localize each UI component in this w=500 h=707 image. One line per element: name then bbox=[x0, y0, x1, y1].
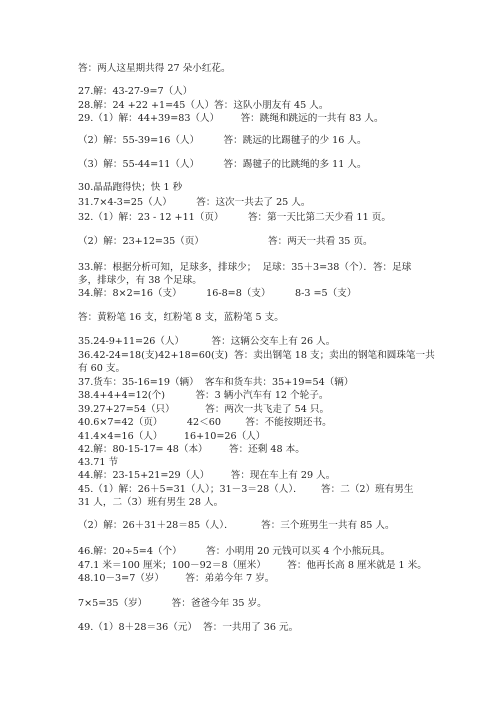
answer-line: 31.7×4-3=25（人） 答：这次一共去了 25 人。 bbox=[78, 197, 311, 208]
answer-line: 27.解：43-27-9=7（人） bbox=[78, 86, 193, 97]
answer-line: 36.42-24=18(支)42+18=60(支) 答：卖出钢笔 18 支；卖出的钢笔和圆珠笔一共 bbox=[78, 350, 435, 361]
answer-line: 40.6×7=42（页） 42＜60 答：不能按期还书。 bbox=[78, 417, 332, 428]
answer-line: 32.（1）解：23 - 12 +11（页） 答：第一天比第二天少看 11 页。 bbox=[78, 212, 391, 223]
answer-line: 39.27+27=54（只） 答：两次一共飞走了 54 只。 bbox=[78, 404, 330, 415]
answer-line: 多，排球少，有 38 个足球。 bbox=[78, 275, 202, 286]
answer-line: 答：两人这星期共得 27 朵小红花。 bbox=[78, 63, 231, 74]
answer-line: 29.（1）解：44+39=83（人） 答：跳绳和跳远的一共有 83 人。 bbox=[78, 113, 384, 124]
answer-line: 47.1 米＝100 厘米；100－92＝8（厘米） 答：他再长高 8 厘米就是 1 米。 bbox=[78, 560, 427, 571]
answer-line: 28.解：24 +22 +1=45（人）答：这队小朋友有 45 人。 bbox=[78, 100, 329, 111]
answer-line: 35.24-9+11=26（人） 答：这辆公交车上有 26 人。 bbox=[78, 336, 336, 347]
answer-line: 42.解：80-15-17= 48（本） 答：还剩 48 本。 bbox=[78, 444, 305, 455]
answer-line: 41.4×4=16（人） 16+10=26（人） bbox=[78, 431, 266, 442]
answer-line: 34.解：8×2=16（支） 16-8=8（支） 8-3 =5（支） bbox=[78, 288, 357, 299]
answer-line: 49.（1）8＋28＝36（元） 答：一共用了 36 元。 bbox=[78, 622, 299, 633]
answer-line: 30.晶晶跑得快；快 1 秒 bbox=[78, 182, 183, 193]
answer-line: 48.10－3=7（岁） 答：弟弟今年 7 岁。 bbox=[78, 573, 275, 584]
answer-line: （2）解：26＋31＋28＝85（人）． 答：三个班男生一共有 85 人。 bbox=[78, 520, 395, 531]
answer-line: 33.解：根据分析可知，足球多，排球少； 足球：35＋3=38（个）．答：足球 bbox=[78, 262, 412, 273]
answer-line: 37.货车：35-16=19（辆） 客车和货车共：35+19=54（辆） bbox=[78, 377, 354, 388]
answer-line: 44.解：23-15+21=29（人） 答：现在车上有 29 人。 bbox=[78, 470, 336, 481]
answer-line: 38.4+4+4=12(个) 答：3 辆小汽车有 12 个轮子。 bbox=[78, 390, 329, 401]
answer-line: 7×5=35（岁） 答：爸爸今年 35 岁。 bbox=[78, 598, 267, 609]
answer-line: 43.71 节 bbox=[78, 457, 119, 468]
answer-line: 有 60 支。 bbox=[78, 363, 126, 374]
answer-line: 答：黄粉笔 16 支，红粉笔 8 支，蓝粉笔 5 支。 bbox=[78, 312, 284, 323]
answer-line: 46.解：20÷5=4（个） 答：小明用 20 元钱可以买 4 个小熊玩具。 bbox=[78, 546, 391, 557]
answer-line: （2）解：55-39=16（人） 答：跳远的比踢毽子的少 16 人。 bbox=[78, 135, 367, 146]
answer-line: 31 人，二（3）班有男生 28 人。 bbox=[78, 497, 224, 508]
answer-line: （3）解：55-44=11（人） 答：踢毽子的比跳绳的多 11 人。 bbox=[78, 159, 367, 170]
answer-line: （2）解：23+12=35（页） 答：两天一共看 35 页。 bbox=[78, 236, 373, 247]
answer-line: 45.（1）解：26＋5=31（人）；31－3＝28（人）． 答：二（2）班有男生 bbox=[78, 484, 414, 495]
